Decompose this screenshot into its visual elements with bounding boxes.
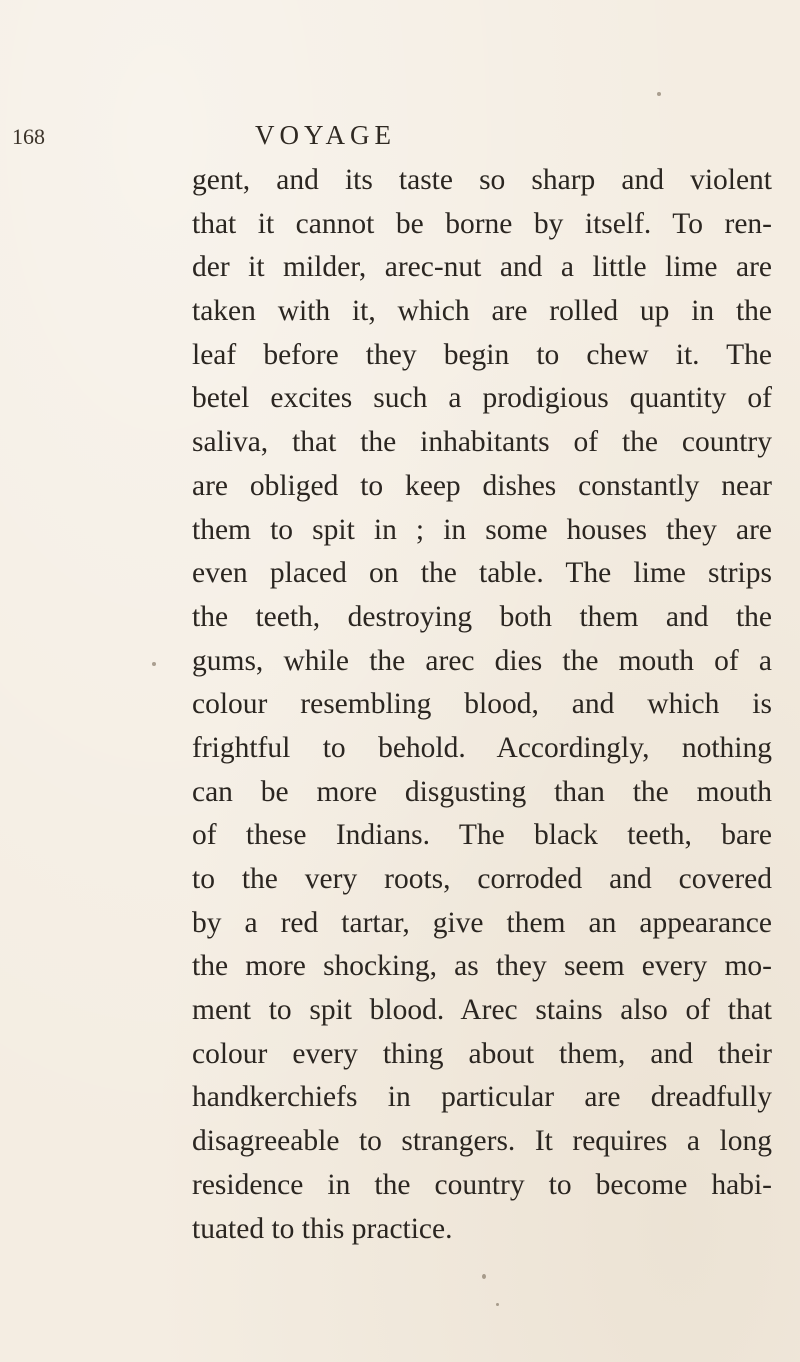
paper-speck — [152, 662, 156, 666]
text-line: them to spit in ; in some houses they are — [192, 513, 772, 546]
text-line: even placed on the table. The lime strips — [192, 557, 772, 590]
page-number: 168 — [12, 124, 45, 149]
text-line: are obliged to keep dishes constantly near — [192, 469, 772, 502]
text-line: saliva, that the inhabitants of the country — [192, 426, 772, 459]
text-line-last: tuated to this practice. — [192, 1212, 453, 1245]
text-line: gums, while the arec dies the mouth of a — [192, 644, 772, 677]
text-line: colour every thing about them, and their — [192, 1037, 772, 1070]
text-line: can be more disgusting than the mouth — [192, 775, 772, 808]
text-line: gent, and its taste so sharp and violent — [192, 164, 772, 196]
text-line: the teeth, destroying both them and the — [192, 600, 772, 633]
text-line: leaf before they begin to chew it. The — [192, 338, 772, 371]
paper-speck — [496, 1303, 499, 1306]
text-line: betel excites such a prodigious quantity of — [192, 382, 772, 415]
text-line: frightful to behold. Accordingly, nothing — [192, 731, 772, 764]
text-line: disagreeable to strangers. It requires a long — [192, 1125, 772, 1158]
text-line: residence in the country to become habi- — [192, 1168, 772, 1201]
paper-speck — [657, 92, 661, 96]
running-head: VOYAGE — [255, 120, 396, 150]
text-line: taken with it, which are rolled up in the — [192, 295, 772, 328]
text-line: by a red tartar, give them an appearance — [192, 906, 772, 939]
text-line: to the very roots, corroded and covered — [192, 863, 772, 895]
text-line: handkerchiefs in particular are dreadfully — [192, 1081, 772, 1114]
paper-speck — [482, 1274, 486, 1279]
text-line: ment to spit blood. Arec stains also of that — [192, 994, 772, 1027]
text-line: of these Indians. The black teeth, bare — [192, 819, 772, 852]
text-line: that it cannot be borne by itself. To ren- — [192, 207, 772, 240]
body-text — [192, 159, 772, 1251]
text-line: the more shocking, as they seem every mo- — [192, 950, 772, 983]
text-line: der it milder, arec-nut and a little lime are — [192, 251, 772, 284]
text-line: colour resembling blood, and which is — [192, 688, 772, 721]
